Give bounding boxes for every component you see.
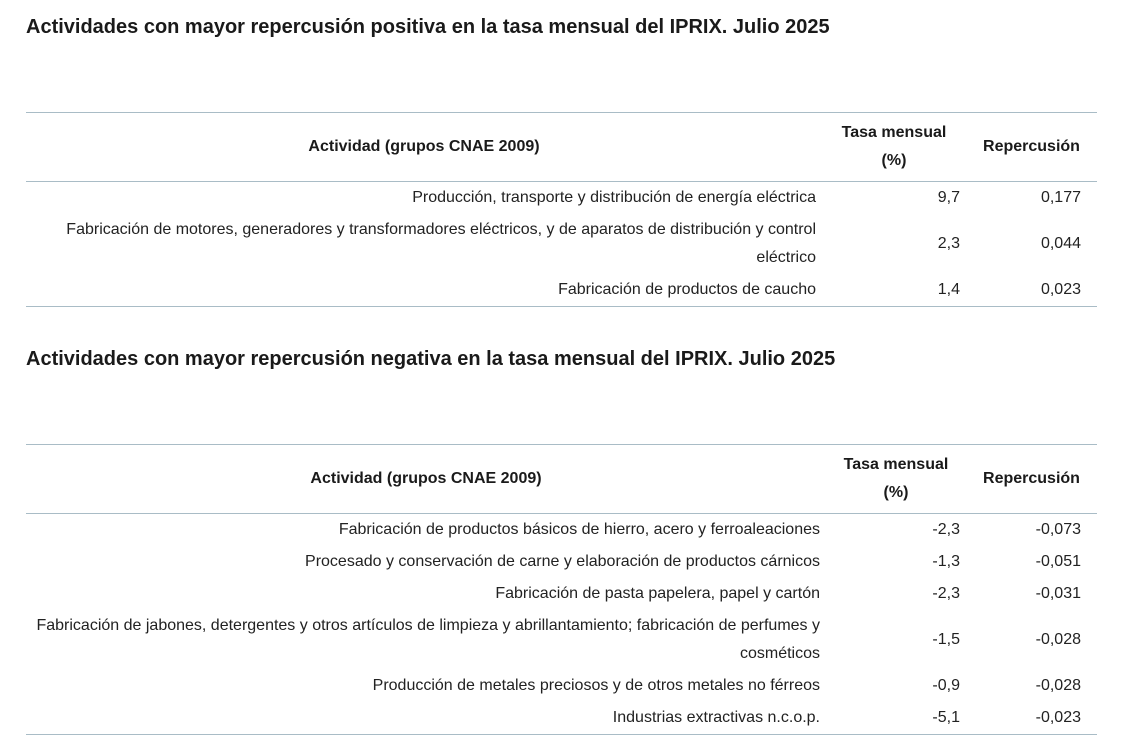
- activity-cell: Fabricación de productos de caucho: [26, 274, 822, 307]
- positive-impact-table: [26, 112, 1097, 307]
- impact-cell: -0,028: [1035, 631, 1081, 648]
- activity-cell: Procesado y conservación de carne y elaboración de productos cárnicos: [305, 553, 820, 570]
- negative-impact-table: [26, 444, 1097, 735]
- impact-cell: 0,023: [966, 274, 1097, 307]
- activity-cell: Industrias extractivas n.c.o.p.: [26, 702, 826, 735]
- table-row: [26, 670, 1097, 702]
- activity-cell: Fabricación de productos básicos de hierro, acero y ferroaleaciones: [338, 521, 820, 538]
- activity-cell: Fabricación de jabones, detergentes y otros artículos de limpieza y abrillantamiento; fabricación de perfumes y cosméticos: [36, 617, 820, 662]
- rate-cell: -1,5: [932, 631, 960, 648]
- header-monthly-rate: Tasa mensual (%): [822, 113, 966, 182]
- header-monthly-rate: Tasa mensual (%): [826, 445, 966, 514]
- table-row: [26, 514, 1097, 547]
- header-impact: Repercusión: [966, 113, 1097, 182]
- table-row: [26, 546, 1097, 578]
- rate-cell: -5,1: [826, 702, 966, 735]
- table-header-row: [26, 113, 1097, 182]
- impact-cell: -0,073: [1035, 521, 1081, 538]
- impact-cell: 0,177: [1040, 189, 1081, 206]
- table-header-row: [26, 445, 1097, 514]
- table-row: [26, 182, 1097, 215]
- rate-cell: -1,3: [932, 553, 960, 570]
- header-activity: Actividad (grupos CNAE 2009): [26, 113, 822, 182]
- activity-cell: Fabricación de motores, generadores y transformadores eléctricos, y de aparatos de distribución y control eléctrico: [66, 221, 816, 266]
- impact-cell: -0,023: [966, 702, 1097, 735]
- table-row: [26, 274, 1097, 307]
- impact-cell: 0,044: [1040, 235, 1081, 252]
- rate-cell: 9,7: [937, 189, 960, 206]
- table-row: [26, 214, 1097, 274]
- impact-cell: -0,031: [1035, 585, 1081, 602]
- rate-cell: 2,3: [937, 235, 960, 252]
- table-row: [26, 610, 1097, 670]
- negative-table-title: Actividades con mayor repercusión negativa en la tasa mensual del IPRIX. Julio 2025: [26, 348, 836, 370]
- impact-cell: -0,051: [1035, 553, 1081, 570]
- table-row: [26, 578, 1097, 610]
- activity-cell: Fabricación de pasta papelera, papel y cartón: [495, 585, 820, 602]
- activity-cell: Producción, transporte y distribución de energía eléctrica: [412, 189, 816, 206]
- impact-cell: -0,028: [1035, 677, 1081, 694]
- activity-cell: Producción de metales preciosos y de otros metales no férreos: [372, 677, 820, 694]
- positive-table-title: Actividades con mayor repercusión positiva en la tasa mensual del IPRIX. Julio 2025: [26, 16, 830, 38]
- rate-cell: 1,4: [822, 274, 966, 307]
- rate-cell: -2,3: [932, 521, 960, 538]
- header-impact: Repercusión: [966, 445, 1097, 514]
- rate-cell: -2,3: [932, 585, 960, 602]
- table-row: [26, 702, 1097, 735]
- header-activity: Actividad (grupos CNAE 2009): [26, 445, 826, 514]
- rate-cell: -0,9: [932, 677, 960, 694]
